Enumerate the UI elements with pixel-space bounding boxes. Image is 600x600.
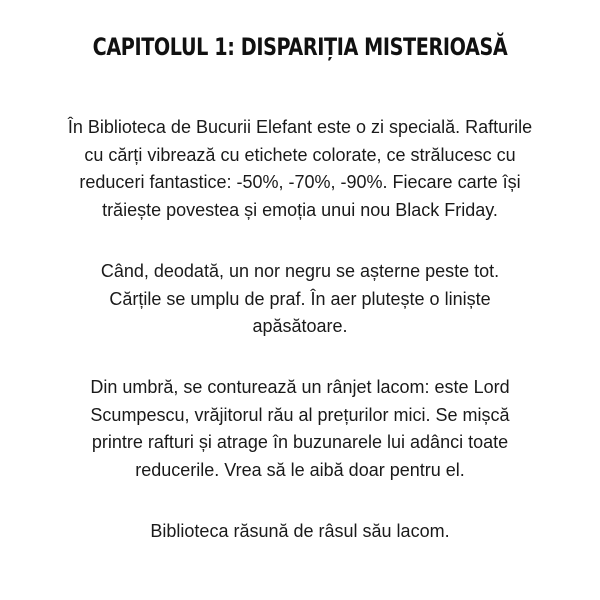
paragraph-closing xyxy=(20,518,580,546)
paragraph-line: În Biblioteca de Bucurii Elefant este o zi specială. Rafturile xyxy=(67,117,533,137)
chapter-title: CAPITOLUL 1: DISPARIȚIA MISTERIOASĂ xyxy=(92,33,508,61)
paragraph-line: Din umbră, se conturează un rânjet lacom: este Lord xyxy=(90,377,510,397)
paragraph-line: Cărțile se umplu de praf. În aer plutește o liniște xyxy=(109,288,491,309)
paragraph-line: reducerile. Vrea să le aibă doar pentru el. xyxy=(135,459,465,480)
paragraph-line: trăiește povestea și emoția unui nou Black Friday. xyxy=(102,199,498,220)
paragraph-line: printre rafturi și atrage în buzunarele lui adânci toate xyxy=(91,432,509,452)
paragraph-line: cu cărți vibrează cu etichete colorate, ce strălucesc cu xyxy=(84,144,516,165)
paragraph-line: Biblioteca răsună de râsul său lacom. xyxy=(150,521,450,541)
paragraph-line: reduceri fantastice: -50%, -70%, -90%. Fiecare carte își xyxy=(79,172,521,192)
paragraph-dark-cloud xyxy=(20,258,580,341)
paragraph-line: Scumpescu, vrăjitorul rău al prețurilor mici. Se mișcă xyxy=(90,404,510,425)
paragraph-library-intro xyxy=(20,114,580,224)
paragraph-villain xyxy=(20,374,580,484)
paragraph-line: Când, deodată, un nor negru se așterne peste tot. xyxy=(100,261,500,281)
paragraph-line: apăsătoare. xyxy=(252,316,348,336)
